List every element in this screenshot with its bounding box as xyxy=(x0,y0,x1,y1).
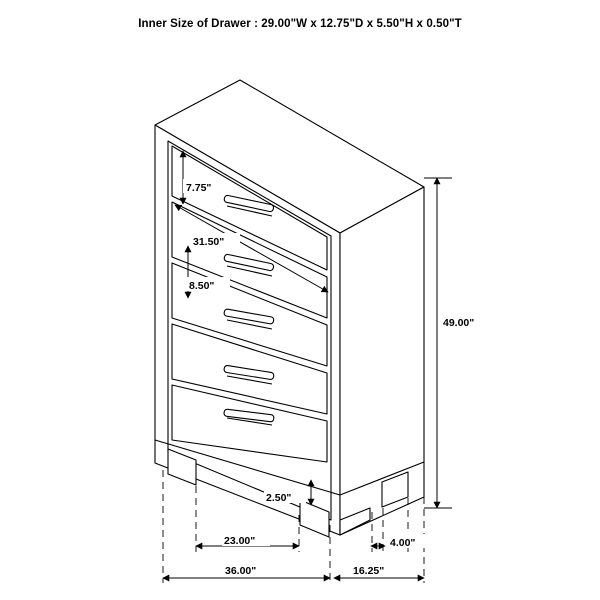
dim-label-leg-span-front: 23.00" xyxy=(224,535,256,547)
dim-label-overall-width: 36.00" xyxy=(225,565,257,577)
dim-label-base-rail-height: 2.50" xyxy=(266,492,292,504)
dim-label-top-drawer-height: 7.75" xyxy=(186,182,212,194)
dim-label-overall-depth: 16.25" xyxy=(353,565,385,577)
dim-label-drawer-front-width: 31.50" xyxy=(193,236,225,248)
dim-label-second-drawer-height: 8.50" xyxy=(189,280,215,292)
dim-label-overall-height: 49.00" xyxy=(443,317,475,329)
dim-label-leg-width: 4.00" xyxy=(390,537,416,549)
dim-overall-height xyxy=(424,178,452,508)
page-title: Inner Size of Drawer : 29.00"W x 12.75"D x 5.50"H x 0.50"T xyxy=(138,18,462,30)
